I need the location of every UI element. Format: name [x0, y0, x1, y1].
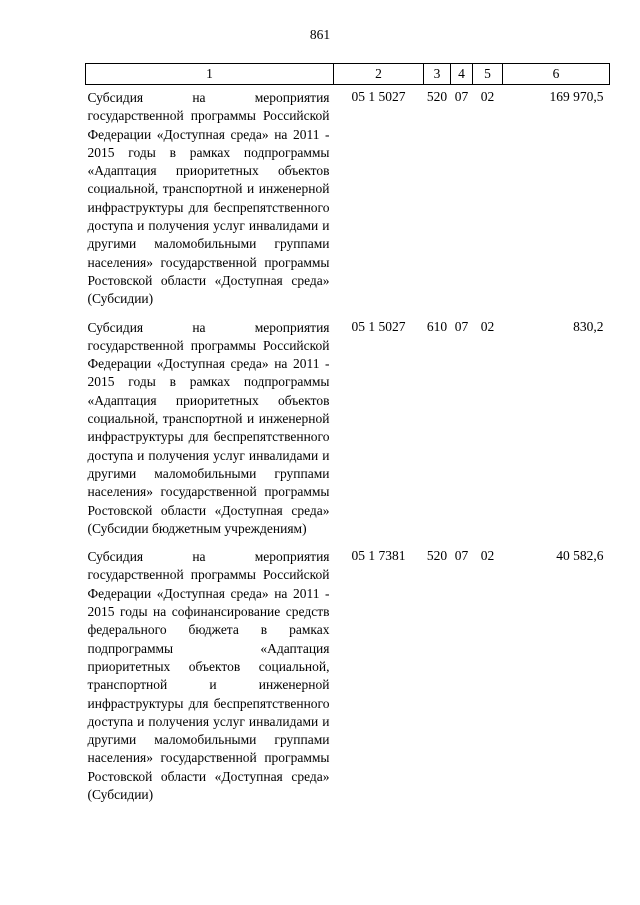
row-section: 07 [454, 548, 469, 564]
table-header-row [86, 64, 610, 85]
row-subsection: 02 [480, 89, 495, 104]
header-col-2: 2 [334, 64, 424, 85]
table-row [86, 85, 610, 315]
row-target-code: 05 1 7381 [351, 548, 406, 564]
table-row [86, 315, 610, 545]
header-col-1: 1 [86, 64, 334, 85]
header-col-5: 5 [473, 64, 503, 85]
row-target-code: 05 1 5027 [351, 89, 406, 104]
row-section: 07 [454, 89, 469, 104]
row-section: 07 [454, 318, 469, 334]
row-target-code: 05 1 5027 [351, 318, 406, 334]
row-amount: 169 970,5 [549, 89, 604, 104]
row-expense-type: 520 [426, 89, 448, 104]
row-description: Субсидия на мероприятия государственной программы Российской Федерации «Доступная среда» на 2011 - 2015 годы в рамках подпрограммы «Адаптация приоритетных объектов социальной, транспортной и инженерной инфраструктуры для беспрепятственного доступа и получения услуг инвалидами и другими маломобильными группами населения» государственной программы Ростовской области «Доступная среда» (Субсидии бюджетным учреждениям) [87, 319, 330, 536]
row-amount: 830,2 [573, 318, 604, 334]
row-subsection: 02 [480, 548, 495, 564]
header-col-6: 6 [503, 64, 610, 85]
table-row [86, 544, 610, 810]
row-description: Субсидия на мероприятия государственной программы Российской Федерации «Доступная среда» на 2011 - 2015 годы в рамках подпрограммы «Адаптация приоритетных объектов социальной, транспортной и инженерной инфраструктуры для беспрепятственного доступа и получения услуг инвалидами и другими маломобильными группами населения» государственной программы Ростовской области «Доступная среда» (Субсидии) [87, 90, 330, 307]
header-col-3: 3 [424, 64, 451, 85]
row-subsection: 02 [480, 318, 495, 334]
row-description: Субсидия на мероприятия государственной программы Российской Федерации «Доступная среда» на 2011 - 2015 годы на софинансирование средств федерального бюджета в рамках подпрограммы «Адаптация приоритетных объектов социальной, транспортной и инженерной инфраструктуры для беспрепятственного доступа и получения услуг инвалидами и другими маломобильными группами населения» государственной программы Ростовской области «Доступная среда» (Субсидии) [87, 549, 330, 802]
budget-table [85, 63, 610, 810]
page-number: 861 [309, 27, 331, 42]
row-expense-type: 520 [426, 548, 448, 564]
row-amount: 40 582,6 [556, 548, 604, 564]
row-expense-type: 610 [426, 318, 448, 334]
header-col-4: 4 [451, 64, 473, 85]
